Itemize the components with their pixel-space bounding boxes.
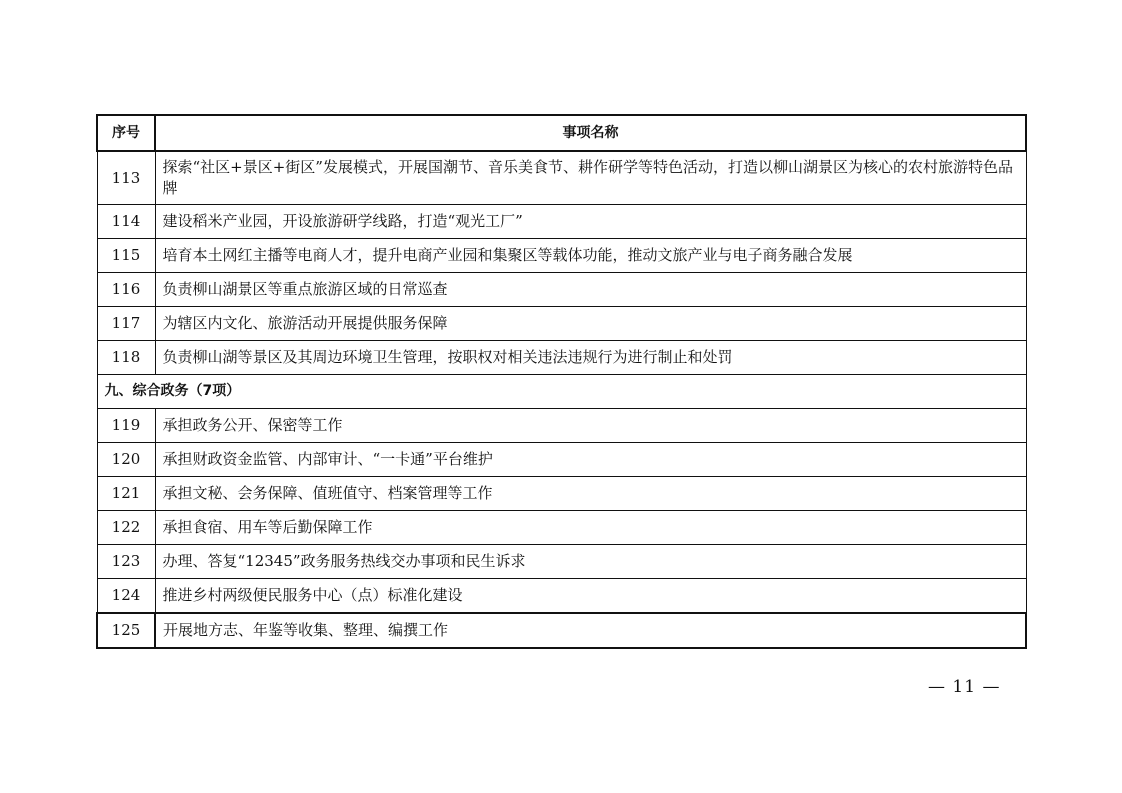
table-row (97, 443, 1026, 477)
table-row (97, 613, 1026, 648)
section-title: 九、综合政务（7项） (97, 375, 1026, 409)
row-no: 121 (97, 477, 155, 511)
row-no: 120 (97, 443, 155, 477)
table-row (97, 239, 1026, 273)
row-no: 122 (97, 511, 155, 545)
table-row (97, 307, 1026, 341)
table-row (97, 341, 1026, 375)
row-no: 117 (97, 307, 155, 341)
items-table (96, 114, 1027, 649)
table-row (97, 477, 1026, 511)
row-name: 建设稻米产业园，开设旅游研学线路，打造“观光工厂” (155, 205, 1026, 239)
row-no: 114 (97, 205, 155, 239)
table-header-row (97, 115, 1026, 151)
table-row (97, 545, 1026, 579)
row-name: 负责柳山湖景区等重点旅游区域的日常巡查 (155, 273, 1026, 307)
table-row (97, 409, 1026, 443)
row-name: 承担文秘、会务保障、值班值守、档案管理等工作 (155, 477, 1026, 511)
row-no: 115 (97, 239, 155, 273)
row-name: 承担财政资金监管、内部审计、“一卡通”平台维护 (155, 443, 1026, 477)
table-row (97, 205, 1026, 239)
section-row (97, 375, 1026, 409)
row-no: 124 (97, 579, 155, 614)
row-name: 办理、答复“12345”政务服务热线交办事项和民生诉求 (155, 545, 1026, 579)
page-number: — 11 — (928, 677, 1001, 697)
row-name: 探索“社区+景区+街区”发展模式，开展国潮节、音乐美食节、耕作研学等特色活动，打造以柳山湖景区为核心的农村旅游特色品牌 (155, 151, 1026, 205)
row-no: 116 (97, 273, 155, 307)
row-no: 125 (97, 613, 155, 648)
row-no: 119 (97, 409, 155, 443)
row-name: 为辖区内文化、旅游活动开展提供服务保障 (155, 307, 1026, 341)
table-row (97, 273, 1026, 307)
row-no: 118 (97, 341, 155, 375)
table-row (97, 579, 1026, 614)
row-name: 承担食宿、用车等后勤保障工作 (155, 511, 1026, 545)
table-row (97, 511, 1026, 545)
row-no: 113 (97, 151, 155, 205)
header-name: 事项名称 (155, 115, 1026, 151)
header-no: 序号 (97, 115, 155, 151)
row-no: 123 (97, 545, 155, 579)
row-name: 承担政务公开、保密等工作 (155, 409, 1026, 443)
row-name: 负责柳山湖等景区及其周边环境卫生管理，按职权对相关违法违规行为进行制止和处罚 (155, 341, 1026, 375)
row-name: 推进乡村两级便民服务中心（点）标准化建设 (155, 579, 1026, 614)
row-name: 开展地方志、年鉴等收集、整理、编撰工作 (155, 613, 1026, 648)
table-row (97, 151, 1026, 205)
row-name: 培育本土网红主播等电商人才，提升电商产业园和集聚区等载体功能，推动文旅产业与电子商务融合发展 (155, 239, 1026, 273)
